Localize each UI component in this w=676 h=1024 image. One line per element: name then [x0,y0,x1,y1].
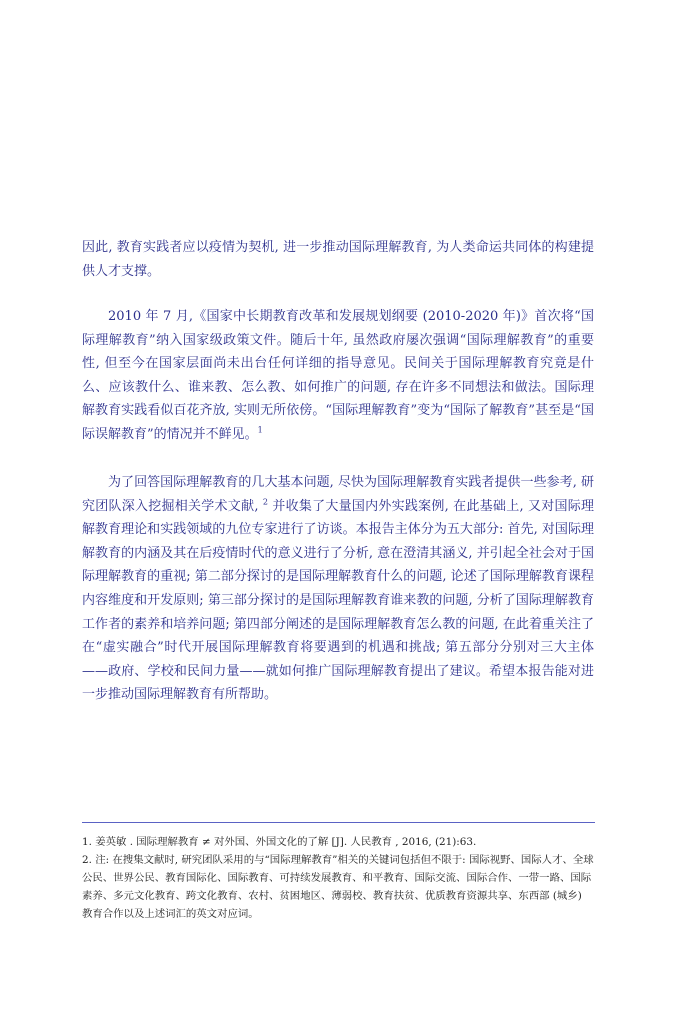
paragraph-conclusion-text: 因此, 教育实践者应以疫情为契机, 进一步推动国际理解教育, 为人类命运共同体的构建提供人才支撑。 [82,240,594,279]
footnote-1: 1. 姜英敏 . 国际理解教育 ≠ 对外国、外国文化的了解 [J]. 人民教育 , 2016, (21):63. [82,836,477,848]
paragraph-report-structure [82,471,594,707]
footnote-ref-2[interactable]: 2 [262,497,268,507]
paragraph-policy-background-text: 2010 年 7 月,《国家中长期教育改革和发展规划纲要 (2010-2020 年)》首次将“国际理解教育”纳入国家级政策文件。随后十年, 虽然政府屡次强调“国际理解教育”的重要性, 但至今在国家层面尚未出台任何详细的指导意见。民间关于国际理解教育究竟是什么、应该教什么、谁来教、怎么教、如何推广的问题, 存在许多不同想法和做法。国际理解教育实践看似百花齐放, 实则无所依傍。“国际理解教育”变为“国际了解教育”甚至是“国际误解教育”的情况并不鲜见。 [82,309,594,442]
footnote-2: 2. 注: 在搜集文献时, 研究团队采用的与“国际理解教育”相关的关键词包括但不限于: 国际视野、国际人才、全球公民、世界公民、教育国际化、国际教育、可持续发展教育、和平教育、国际交流、国际合作、一带一路、国际素养、多元文化教育、跨文化教育、农村、贫困地区、薄弱校、教育扶贫、优质教育资源共享、东西部 (城乡) 教育合作以及上述词汇的英文对应词。 [82,854,594,920]
footnote-divider [82,822,595,823]
paragraph-report-structure-text-a: 为了回答国际理解教育的几大基本问题, 尽快为国际理解教育实践者提供一些参考, 研究团队深入挖掘相关学术文献, [82,475,594,514]
paragraph-policy-background [82,305,594,447]
footnote-ref-1[interactable]: 1 [257,425,263,435]
footnotes [82,833,594,923]
paragraph-report-structure-text-b: 并收集了大量国内外实践案例, 在此基础上, 又对国际理解教育理论和实践领域的九位专家进行了访谈。本报告主体分为五大部分: 首先, 对国际理解教育的内涵及其在后疫情时代的意义进行了分析, 意在澄清其涵义, 并引起全社会对于国际理解教育的重视; 第二部分探讨的是国际理解教育什么的问题, 论述了国际理解教育课程内容维度和开发原则; 第三部分探讨的是国际理解教育谁来教的问题, 分析了国际理解教育工作者的素养和培养问题; 第四部分阐述的是国际理解教育怎么教的问题, 在此着重关注了在“虚实融合”时代开展国际理解教育将要遇到的机遇和挑战; 第五部分分别对三大主体——政府、学校和民间力量——就如何推广国际理解教育提出了建议。希望本报告能对进一步推动国际理解教育有所帮助。 [82,498,594,703]
paragraph-conclusion [82,236,594,283]
